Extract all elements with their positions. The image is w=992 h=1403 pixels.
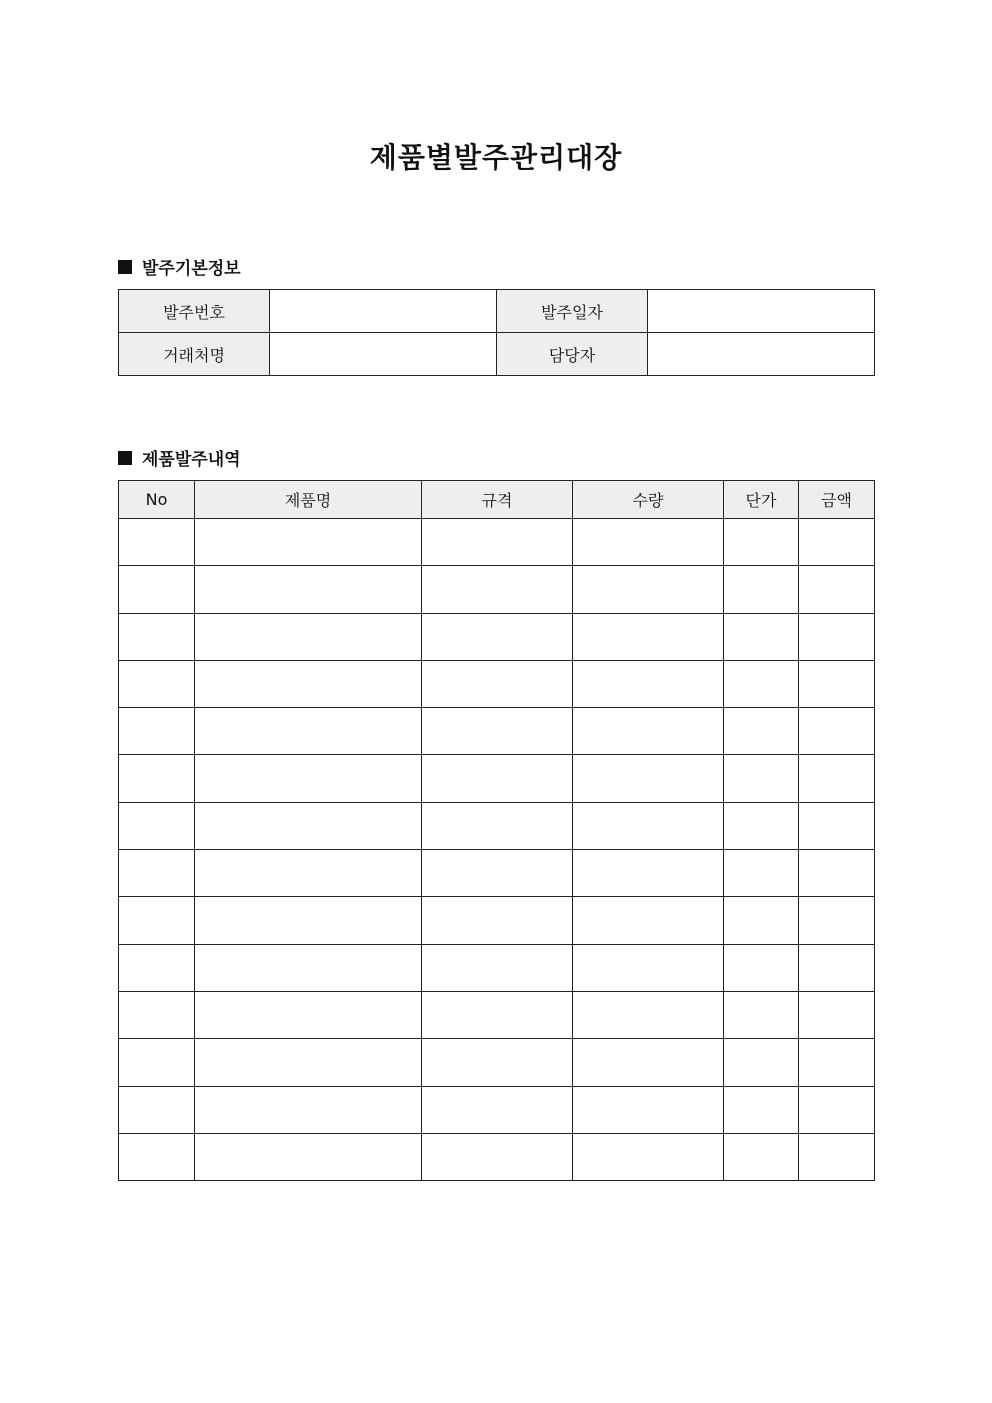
order-details-table <box>118 480 875 1181</box>
cell-no[interactable] <box>119 613 195 660</box>
cell-amount[interactable] <box>799 566 875 613</box>
cell-no[interactable] <box>119 1039 195 1086</box>
cell-product-name[interactable] <box>195 1133 422 1180</box>
cell-amount[interactable] <box>799 1039 875 1086</box>
table-row <box>119 708 875 755</box>
cell-no[interactable] <box>119 566 195 613</box>
cell-product-name[interactable] <box>195 613 422 660</box>
square-bullet-icon <box>118 451 132 465</box>
cell-amount[interactable] <box>799 991 875 1038</box>
cell-spec[interactable] <box>422 660 573 707</box>
cell-unit-price[interactable] <box>724 755 799 802</box>
cell-spec[interactable] <box>422 1133 573 1180</box>
table-row <box>119 755 875 802</box>
cell-quantity[interactable] <box>573 566 724 613</box>
cell-spec[interactable] <box>422 991 573 1038</box>
cell-product-name[interactable] <box>195 755 422 802</box>
cell-quantity[interactable] <box>573 1039 724 1086</box>
table-row <box>119 944 875 991</box>
table-row <box>119 1039 875 1086</box>
table-row <box>119 1133 875 1180</box>
cell-spec[interactable] <box>422 566 573 613</box>
cell-product-name[interactable] <box>195 708 422 755</box>
cell-product-name[interactable] <box>195 802 422 849</box>
manager-field[interactable] <box>648 333 875 376</box>
cell-unit-price[interactable] <box>724 944 799 991</box>
label-manager: 담당자 <box>497 333 648 376</box>
cell-quantity[interactable] <box>573 708 724 755</box>
client-name-field[interactable] <box>270 333 497 376</box>
cell-quantity[interactable] <box>573 944 724 991</box>
column-header-no: No <box>119 481 195 519</box>
cell-unit-price[interactable] <box>724 708 799 755</box>
section-title: 제품발주내역 <box>142 450 241 470</box>
cell-quantity[interactable] <box>573 850 724 897</box>
cell-no[interactable] <box>119 944 195 991</box>
cell-quantity[interactable] <box>573 1133 724 1180</box>
cell-amount[interactable] <box>799 1086 875 1133</box>
order-number-field[interactable] <box>270 290 497 333</box>
cell-quantity[interactable] <box>573 1086 724 1133</box>
cell-amount[interactable] <box>799 519 875 566</box>
section-heading-order-details <box>118 445 241 470</box>
cell-product-name[interactable] <box>195 519 422 566</box>
column-header-quantity: 수량 <box>573 481 724 519</box>
label-order-number: 발주번호 <box>119 290 270 333</box>
cell-unit-price[interactable] <box>724 566 799 613</box>
table-header-row <box>119 481 875 519</box>
cell-spec[interactable] <box>422 613 573 660</box>
cell-unit-price[interactable] <box>724 660 799 707</box>
cell-spec[interactable] <box>422 944 573 991</box>
table-row <box>119 613 875 660</box>
cell-unit-price[interactable] <box>724 1133 799 1180</box>
cell-no[interactable] <box>119 708 195 755</box>
label-order-date: 발주일자 <box>497 290 648 333</box>
cell-unit-price[interactable] <box>724 613 799 660</box>
cell-amount[interactable] <box>799 755 875 802</box>
cell-no[interactable] <box>119 1133 195 1180</box>
cell-unit-price[interactable] <box>724 991 799 1038</box>
cell-product-name[interactable] <box>195 1086 422 1133</box>
basic-info-table <box>118 289 875 376</box>
table-row <box>119 566 875 613</box>
table-row <box>119 660 875 707</box>
column-header-product-name: 제품명 <box>195 481 422 519</box>
section-heading-basic-info <box>118 254 241 279</box>
cell-spec[interactable] <box>422 519 573 566</box>
cell-amount[interactable] <box>799 850 875 897</box>
cell-spec[interactable] <box>422 755 573 802</box>
cell-quantity[interactable] <box>573 613 724 660</box>
cell-quantity[interactable] <box>573 660 724 707</box>
cell-no[interactable] <box>119 755 195 802</box>
cell-no[interactable] <box>119 802 195 849</box>
label-client-name: 거래처명 <box>119 333 270 376</box>
section-title: 발주기본정보 <box>142 259 241 279</box>
cell-product-name[interactable] <box>195 850 422 897</box>
table-row <box>119 290 875 333</box>
cell-spec[interactable] <box>422 708 573 755</box>
cell-amount[interactable] <box>799 1133 875 1180</box>
table-row <box>119 519 875 566</box>
cell-unit-price[interactable] <box>724 1039 799 1086</box>
cell-no[interactable] <box>119 850 195 897</box>
cell-unit-price[interactable] <box>724 897 799 944</box>
cell-quantity[interactable] <box>573 897 724 944</box>
cell-amount[interactable] <box>799 897 875 944</box>
cell-unit-price[interactable] <box>724 1086 799 1133</box>
cell-product-name[interactable] <box>195 1039 422 1086</box>
cell-no[interactable] <box>119 519 195 566</box>
cell-quantity[interactable] <box>573 755 724 802</box>
cell-spec[interactable] <box>422 897 573 944</box>
square-bullet-icon <box>118 260 132 274</box>
order-date-field[interactable] <box>648 290 875 333</box>
table-row <box>119 333 875 376</box>
cell-amount[interactable] <box>799 708 875 755</box>
cell-no[interactable] <box>119 660 195 707</box>
cell-amount[interactable] <box>799 660 875 707</box>
table-row <box>119 1086 875 1133</box>
column-header-amount: 금액 <box>799 481 875 519</box>
table-row <box>119 897 875 944</box>
column-header-spec: 규격 <box>422 481 573 519</box>
page-title: 제품별발주관리대장 <box>369 141 623 174</box>
cell-quantity[interactable] <box>573 519 724 566</box>
cell-no[interactable] <box>119 1086 195 1133</box>
cell-product-name[interactable] <box>195 991 422 1038</box>
table-row <box>119 991 875 1038</box>
cell-no[interactable] <box>119 991 195 1038</box>
cell-no[interactable] <box>119 897 195 944</box>
cell-amount[interactable] <box>799 613 875 660</box>
cell-unit-price[interactable] <box>724 802 799 849</box>
cell-product-name[interactable] <box>195 897 422 944</box>
cell-spec[interactable] <box>422 850 573 897</box>
cell-spec[interactable] <box>422 1086 573 1133</box>
table-row <box>119 850 875 897</box>
table-row <box>119 802 875 849</box>
cell-amount[interactable] <box>799 802 875 849</box>
cell-spec[interactable] <box>422 1039 573 1086</box>
cell-unit-price[interactable] <box>724 850 799 897</box>
cell-quantity[interactable] <box>573 802 724 849</box>
cell-amount[interactable] <box>799 944 875 991</box>
cell-product-name[interactable] <box>195 944 422 991</box>
cell-unit-price[interactable] <box>724 519 799 566</box>
cell-spec[interactable] <box>422 802 573 849</box>
cell-product-name[interactable] <box>195 660 422 707</box>
cell-product-name[interactable] <box>195 566 422 613</box>
cell-quantity[interactable] <box>573 991 724 1038</box>
column-header-unit-price: 단가 <box>724 481 799 519</box>
